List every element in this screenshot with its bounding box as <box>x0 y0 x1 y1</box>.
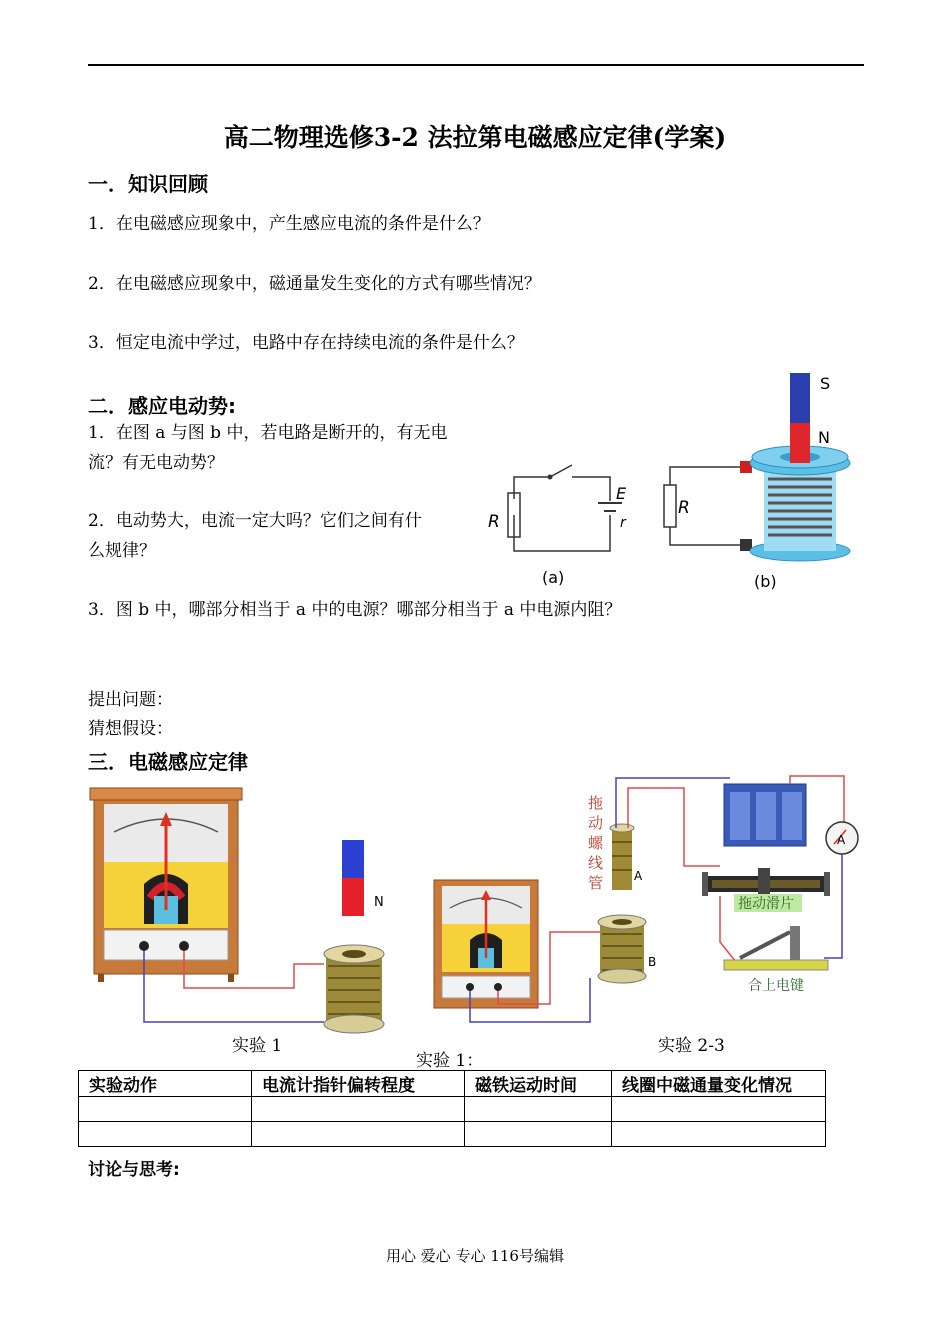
label-b: (b) <box>754 572 777 591</box>
galvanometer-large <box>90 788 242 982</box>
coil-experiment1 <box>324 945 384 1033</box>
table-header-cell: 线圈中磁通量变化情况 <box>612 1071 826 1097</box>
resistor-b <box>664 485 676 527</box>
experiment-table <box>78 1070 826 1147</box>
table-cell[interactable] <box>465 1097 612 1122</box>
page-footer: 用心 爱心 专心 116号编辑 <box>386 1247 564 1265</box>
circuit-a <box>508 465 622 551</box>
circuit-figure-ab <box>480 365 860 595</box>
table-row <box>79 1097 826 1122</box>
section1-question-3: 3．恒定电流中学过，电路中存在持续电流的条件是什么？ <box>88 333 524 353</box>
switch-label: 合上电键 <box>748 978 804 994</box>
vertical-label-3: 螺 <box>588 834 604 852</box>
discussion-heading: 讨论与思考: <box>88 1160 180 1180</box>
table-cell[interactable] <box>252 1122 465 1147</box>
prompt-question: 提出问题： <box>88 690 173 710</box>
table-header-cell: 磁铁运动时间 <box>465 1071 612 1097</box>
table-cell[interactable] <box>79 1097 252 1122</box>
section1-heading: 一．知识回顾 <box>88 172 208 196</box>
table-cell[interactable] <box>612 1122 826 1147</box>
galvanometer-small <box>434 880 538 1008</box>
caption-experiment1: 实验 1 <box>232 1036 283 1056</box>
experiment1-figure <box>88 786 398 1036</box>
section1-question-2: 2．在电磁感应现象中，磁通量发生变化的方式有哪些情况？ <box>88 274 541 294</box>
table-cell[interactable] <box>79 1122 252 1147</box>
section2-question-1b: 流？有无电动势？ <box>88 453 224 473</box>
coil-A <box>610 824 634 890</box>
vertical-label-1: 拖 <box>588 794 604 812</box>
coil-B <box>598 915 646 983</box>
section2-question-2a: 2．电动势大，电流一定大吗？它们之间有什 <box>88 511 422 531</box>
battery-pack <box>724 784 806 846</box>
magnet-S-label: S <box>820 374 831 393</box>
section2-question-1a: 1．在图 a 与图 b 中，若电路是断开的，有无电 <box>88 423 448 443</box>
vertical-label-5: 管 <box>588 874 604 892</box>
coil-B-label: B <box>648 955 657 969</box>
label-a: (a) <box>542 568 565 587</box>
table-cell[interactable] <box>252 1097 465 1122</box>
bar-magnet-experiment1 <box>342 840 364 916</box>
label-E: E <box>616 484 627 503</box>
prompt-hypothesis: 猜想假设： <box>88 719 173 739</box>
top-rule <box>88 64 864 66</box>
solenoid-coil <box>750 446 850 561</box>
label-r: r <box>620 515 626 531</box>
vertical-label-2: 动 <box>588 814 604 832</box>
rheostat <box>702 868 830 898</box>
table-header-cell: 电流计指针偏转程度 <box>252 1071 465 1097</box>
section2-heading: 二．感应电动势: <box>88 394 236 418</box>
table-cell[interactable] <box>465 1122 612 1147</box>
circuit-b <box>664 467 742 545</box>
table-header-cell: 实验动作 <box>79 1071 252 1097</box>
section2-question-2b: 么规律？ <box>88 541 156 561</box>
page-title: 高二物理选修3-2 法拉第电磁感应定律(学案) <box>223 123 727 152</box>
magnet-N-label-exp1: N <box>374 895 384 910</box>
section2-question-3: 3．图 b 中，哪部分相当于 a 中的电源？哪部分相当于 a 中电源内阻？ <box>88 600 622 620</box>
slider-label: 拖动滑片 <box>738 896 794 912</box>
table-cell[interactable] <box>612 1097 826 1122</box>
coil-A-label: A <box>634 869 643 883</box>
bar-magnet-b <box>790 373 810 463</box>
table-header-row <box>79 1071 826 1097</box>
vertical-label-4: 线 <box>588 854 604 872</box>
section3-heading: 三．电磁感应定律 <box>88 750 248 774</box>
switch <box>724 926 828 970</box>
magnet-N-label: N <box>818 428 830 447</box>
table-row <box>79 1122 826 1147</box>
section1-question-1: 1．在电磁感应现象中，产生感应电流的条件是什么？ <box>88 214 490 234</box>
label-R-b: R <box>678 498 690 518</box>
table-caption: 实验 1： <box>416 1051 484 1071</box>
experiment23-figure <box>430 772 860 1034</box>
label-R-a: R <box>488 512 500 532</box>
ammeter-label: A <box>837 833 846 847</box>
caption-experiment23: 实验 2-3 <box>658 1036 725 1056</box>
